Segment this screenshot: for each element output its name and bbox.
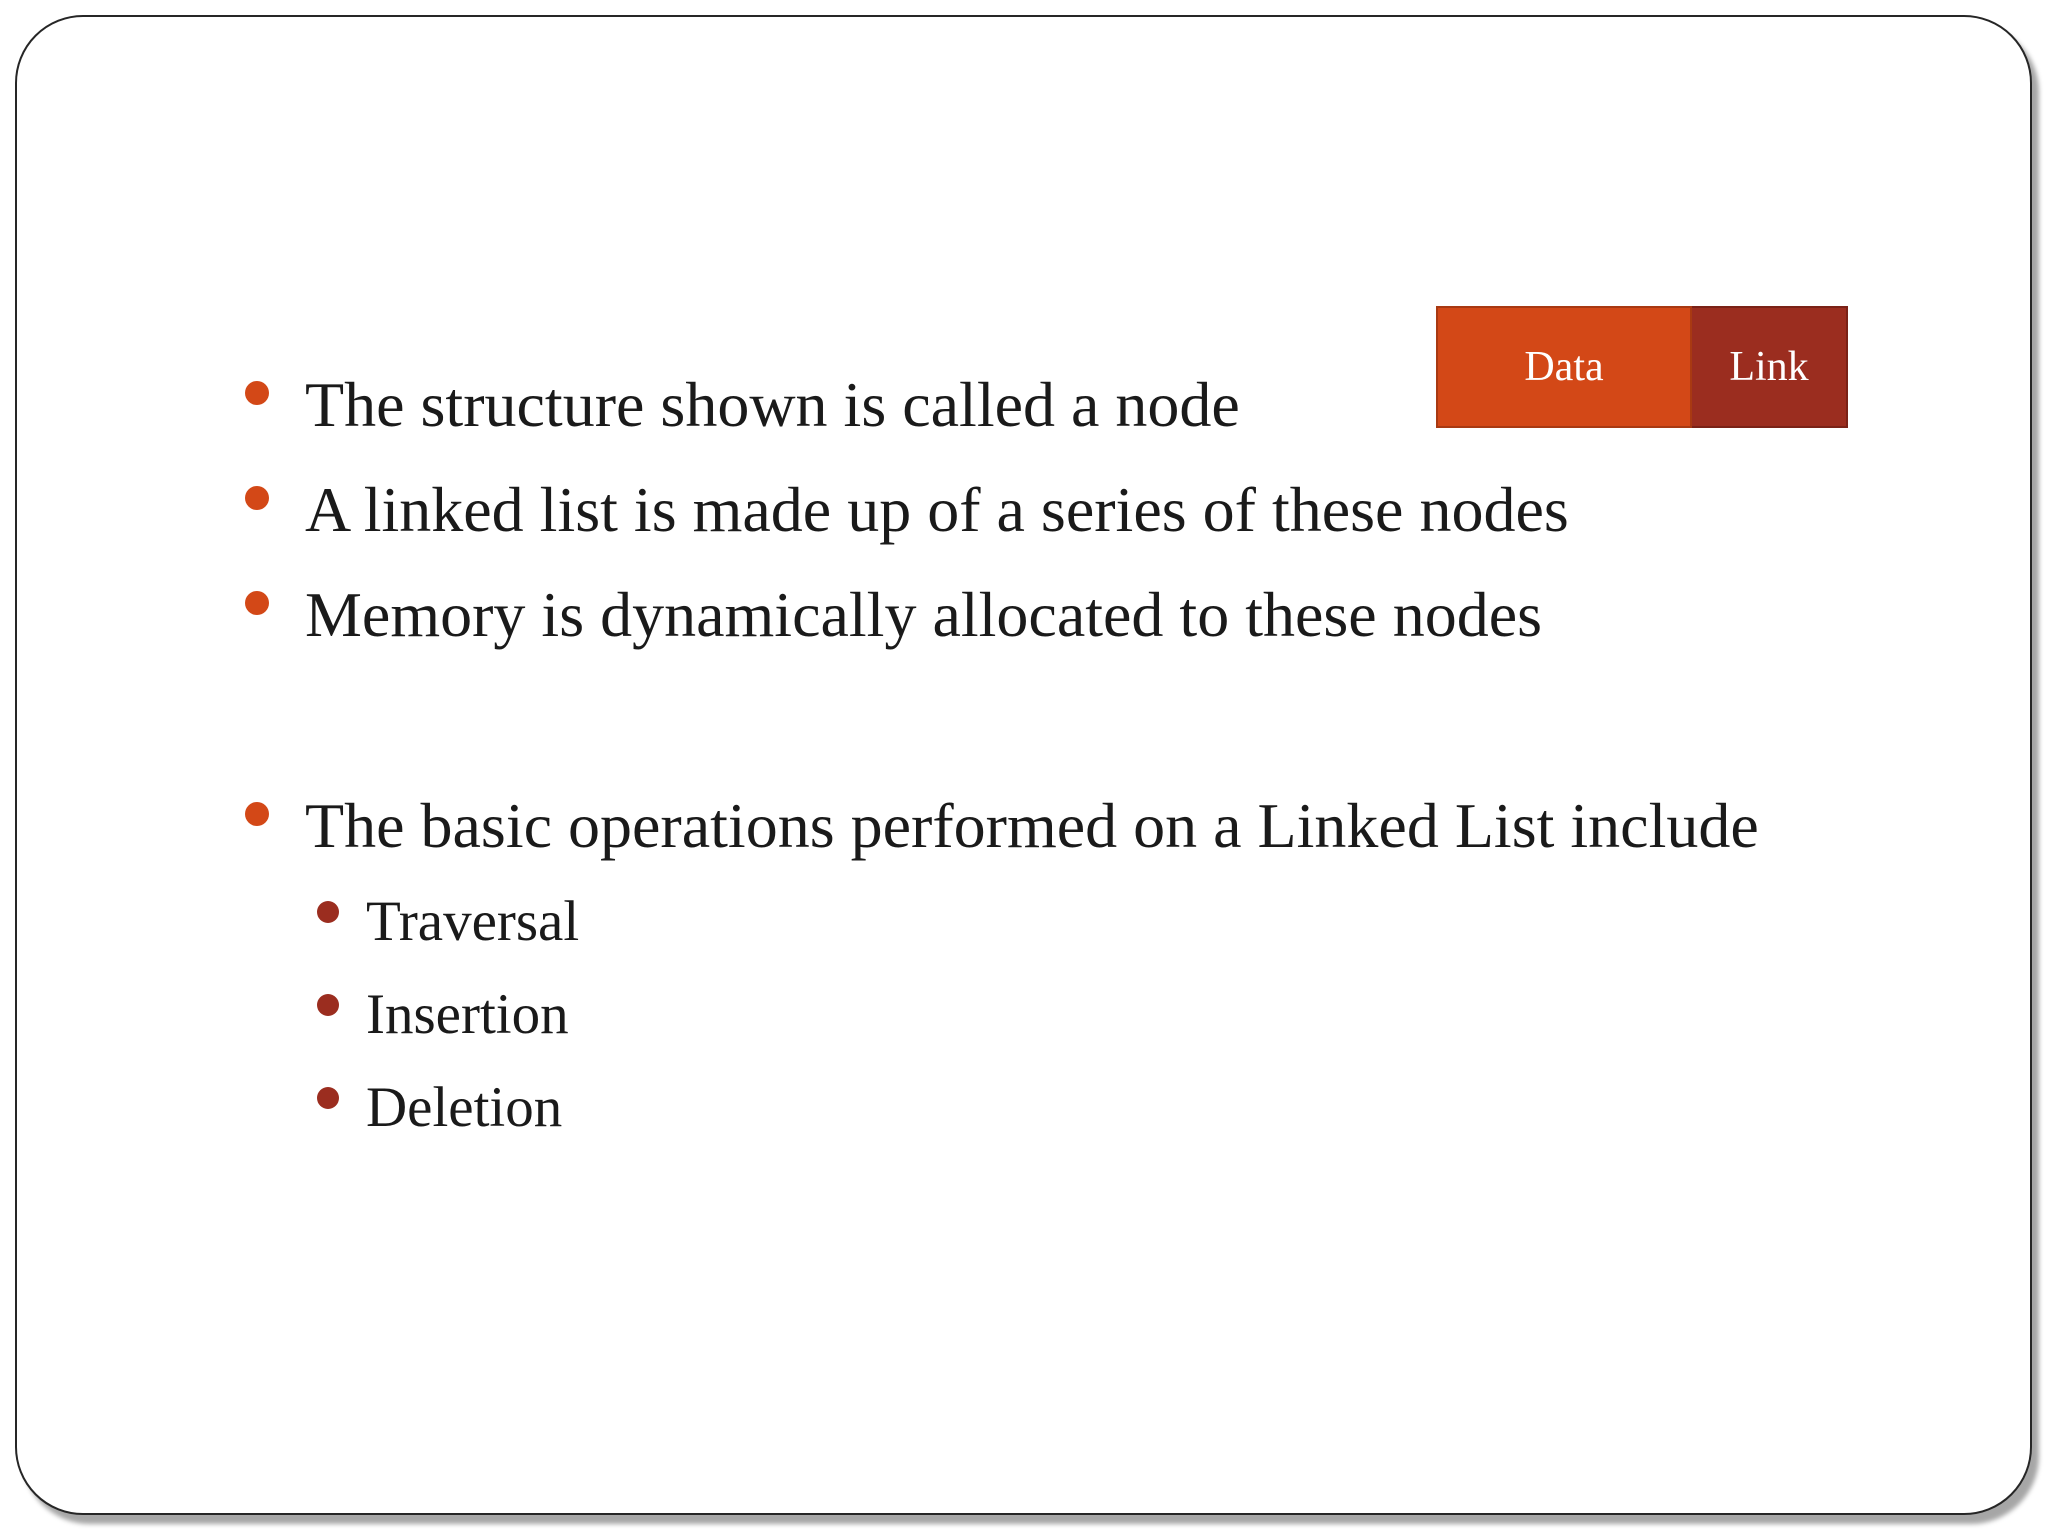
bullet-text: The basic operations performed on a Linked List include [305, 790, 1759, 861]
bullet-text: The structure shown is called a node [305, 369, 1240, 440]
sub-bullet-text: Traversal [366, 890, 580, 953]
bullet-dot-icon [317, 994, 339, 1016]
bullet-dot-icon [317, 901, 339, 923]
sub-bullet-text: Insertion [366, 983, 569, 1046]
bullet-dot-icon [245, 591, 269, 615]
sub-bullet-item [317, 887, 579, 957]
bullet-text: A linked list is made up of a series of these nodes [305, 474, 1569, 545]
bullet-dot-icon [245, 381, 269, 405]
bullet-dot-icon [245, 802, 269, 826]
slide [15, 15, 2032, 1515]
bullet-item [245, 786, 1759, 866]
bullet-item [245, 575, 1542, 655]
node-link-cell: Link [1692, 306, 1848, 428]
node-diagram [1436, 306, 1848, 428]
bullet-dot-icon [245, 486, 269, 510]
node-data-cell: Data [1436, 306, 1692, 428]
bullet-item [245, 365, 1240, 445]
sub-bullet-item [317, 1073, 562, 1143]
sub-bullet-text: Deletion [366, 1076, 563, 1139]
bullet-dot-icon [317, 1087, 339, 1109]
bullet-text: Memory is dynamically allocated to these nodes [305, 579, 1542, 650]
sub-bullet-item [317, 980, 569, 1050]
bullet-item [245, 470, 1569, 550]
